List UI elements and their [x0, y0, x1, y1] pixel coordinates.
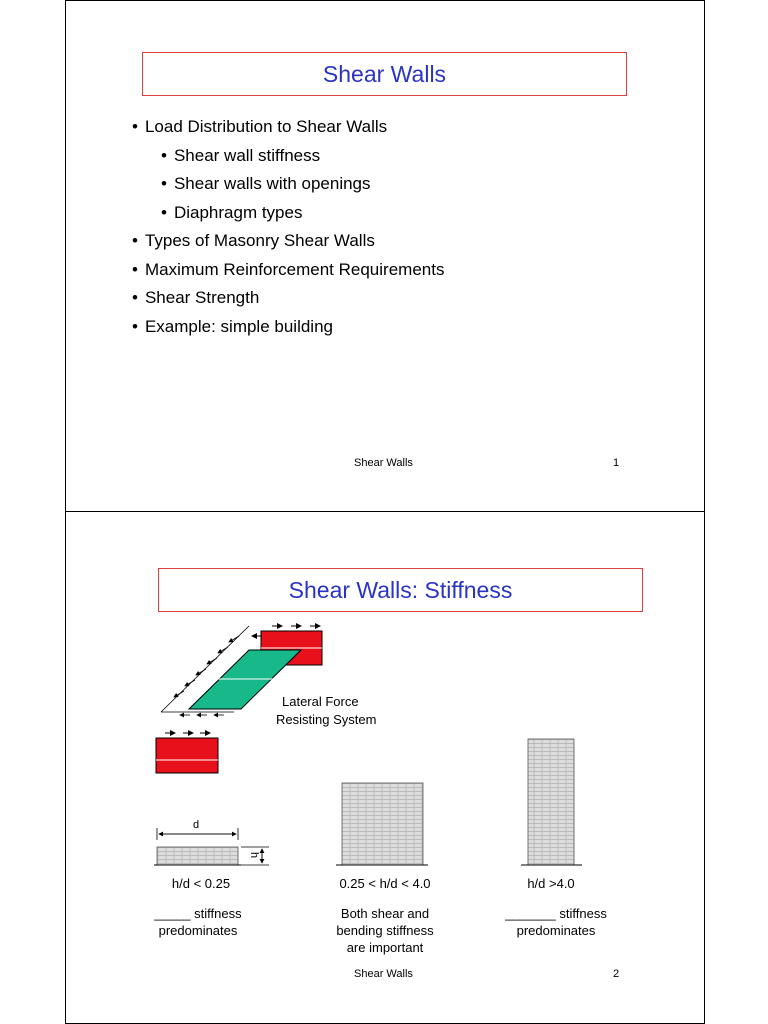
slide-2	[65, 511, 705, 1024]
slide-title: Shear Walls	[142, 52, 627, 96]
caption-line: _______ stiffness	[505, 906, 607, 921]
lower-shear-wall	[156, 738, 218, 773]
page-number: 1	[613, 457, 620, 469]
ratio-label: h/d < 0.25	[171, 876, 231, 891]
case-caption	[494, 905, 618, 939]
squat-wall	[157, 847, 238, 865]
caption-line: predominates	[516, 923, 596, 938]
caption-line: _____ stiffness	[154, 906, 242, 921]
ratio-label: 0.25 < h/d < 4.0	[339, 876, 431, 891]
bullet-item: • Types of Masonry Shear Walls	[132, 227, 444, 256]
bullet-item: • Example: simple building	[132, 313, 444, 342]
case-caption	[320, 905, 450, 956]
footer-label: Shear Walls	[354, 457, 413, 469]
caption-line: Both shear and	[340, 906, 430, 921]
caption-line: predominates	[158, 923, 238, 938]
bullet-item: • Shear Strength	[132, 284, 444, 313]
slide-title: Shear Walls: Stiffness	[158, 568, 643, 612]
dimension-d-label: d	[193, 819, 200, 831]
tall-wall	[528, 739, 574, 865]
bullet-item: • Maximum Reinforcement Requirements	[132, 256, 444, 285]
sub-bullet-item: • Diaphragm types	[132, 199, 444, 228]
medium-wall	[342, 783, 423, 865]
case-caption	[136, 905, 260, 939]
sub-bullet-item: • Shear wall stiffness	[132, 142, 444, 171]
footer-label: Shear Walls	[354, 968, 413, 980]
system-label-line-2: Resisting System	[276, 712, 377, 727]
system-label-line-1: Lateral Force	[282, 694, 359, 709]
slide-1	[65, 0, 705, 512]
caption-line: bending stiffness	[336, 923, 434, 938]
bullet-list	[132, 113, 444, 341]
ratio-label: h/d >4.0	[527, 876, 575, 891]
caption-line: are important	[346, 940, 424, 955]
dimension-h-label: h	[248, 851, 261, 859]
bullet-item: • Load Distribution to Shear Walls	[132, 113, 444, 142]
sub-bullet-item: • Shear walls with openings	[132, 170, 444, 199]
page-number: 2	[613, 968, 620, 980]
